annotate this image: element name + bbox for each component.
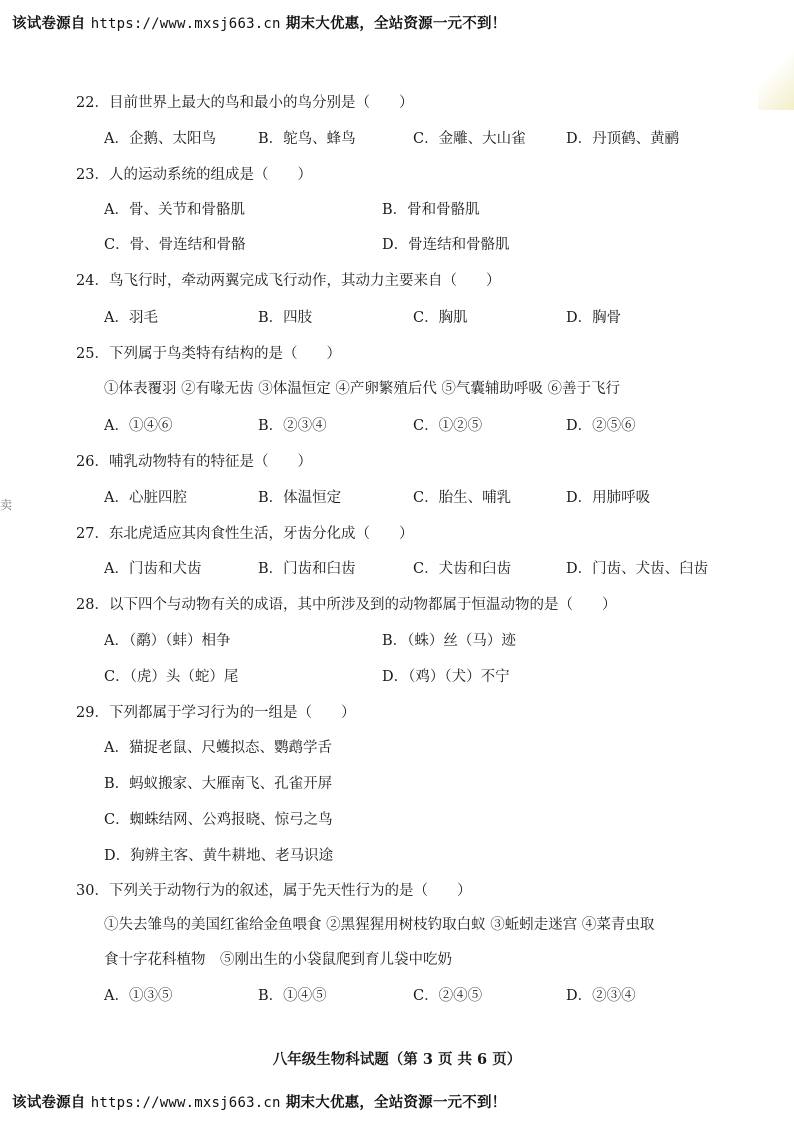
q28-option-d: D．（鸡）（犬）不宁 <box>382 669 510 685</box>
q30-statements-line-2: 食十字花科植物 ⑤刚出生的小袋鼠爬到育儿袋中吃奶 <box>104 952 452 968</box>
q23-option-b: B．骨和骨骼肌 <box>382 202 480 218</box>
q24-option-c: C．胸肌 <box>413 310 468 326</box>
q25-option-a: A．①④⑥ <box>104 418 173 434</box>
q27-option-d: D．门齿、犬齿、臼齿 <box>566 561 709 577</box>
q27-option-c: C．犬齿和臼齿 <box>413 561 512 577</box>
top-banner <box>12 12 506 33</box>
q30-option-c: C．②④⑤ <box>413 988 483 1004</box>
question-23-stem: 23．人的运动系统的组成是（ ） <box>76 167 312 183</box>
banner-url-link[interactable]: https://www.mxsj663.cn <box>90 1095 281 1111</box>
q30-option-b: B．①④⑤ <box>258 988 327 1004</box>
q26-option-a: A．心脏四腔 <box>104 490 187 506</box>
q28-option-c: C．（虎）头（蛇）尾 <box>104 669 239 685</box>
q22-option-b: B．鸵鸟、蜂鸟 <box>258 131 356 147</box>
question-25-stem: 25．下列属于鸟类特有结构的是（ ） <box>76 346 341 362</box>
q26-option-d: D．用肺呼吸 <box>566 490 651 506</box>
q22-option-c: C．金雕、大山雀 <box>413 131 526 147</box>
q23-option-a: A．骨、关节和骨骼肌 <box>104 202 245 218</box>
q28-option-a: A．（鹬）（蚌）相争 <box>104 633 231 649</box>
question-30-stem: 30．下列关于动物行为的叙述，属于先天性行为的是（ ） <box>76 883 472 899</box>
banner-prefix: 该试卷源自 <box>12 15 86 32</box>
banner-suffix: 期末大优惠，全站资源一元不到！ <box>285 15 507 32</box>
q29-option-c: C．蜘蛛结网、公鸡报晓、惊弓之鸟 <box>104 812 333 828</box>
q24-option-b: B．四肢 <box>258 310 313 326</box>
banner-suffix: 期末大优惠，全站资源一元不到！ <box>285 1094 507 1111</box>
q30-option-d: D．②③④ <box>566 988 636 1004</box>
question-29-stem: 29．下列都属于学习行为的一组是（ ） <box>76 705 356 721</box>
q26-option-c: C．胎生、哺乳 <box>413 490 512 506</box>
q22-option-a: A．企鹅、太阳鸟 <box>104 131 216 147</box>
q25-statements: ①体表覆羽 ②有喙无齿 ③体温恒定 ④产卵繁殖后代 ⑤气囊辅助呼吸 ⑥善于飞行 <box>104 381 621 397</box>
question-27-stem: 27．东北虎适应其肉食性生活，牙齿分化成（ ） <box>76 526 414 542</box>
q30-option-a: A．①③⑤ <box>104 988 173 1004</box>
q25-option-c: C．①②⑤ <box>413 418 483 434</box>
q22-option-d: D．丹顶鹤、黄鹂 <box>566 131 680 147</box>
q24-option-d: D．胸骨 <box>566 310 622 326</box>
q27-option-a: A．门齿和犬齿 <box>104 561 202 577</box>
q30-statements-line-1: ①失去雏鸟的美国红雀给金鱼喂食 ②黑猩猩用树枝钓取白蚁 ③蚯蚓走迷宫 ④菜青虫取 <box>104 917 655 933</box>
q26-option-b: B．体温恒定 <box>258 490 342 506</box>
page-footer: 八年级生物科试题（第 3 页 共 6 页） <box>272 1051 522 1068</box>
bottom-banner <box>12 1091 506 1112</box>
q25-option-d: D．②⑤⑥ <box>566 418 636 434</box>
question-26-stem: 26．哺乳动物特有的特征是（ ） <box>76 454 312 470</box>
binding-edge-mark: 卖 <box>0 498 13 512</box>
q23-option-d: D．骨连结和骨骼肌 <box>382 237 510 253</box>
question-28-stem: 28．以下四个与动物有关的成语，其中所涉及到的动物都属于恒温动物的是（ ） <box>76 597 617 613</box>
q29-option-a: A．猫捉老鼠、尺蠖拟态、鹦鹉学舌 <box>104 740 332 756</box>
question-24-stem: 24．鸟飞行时，牵动两翼完成飞行动作，其动力主要来自（ ） <box>76 273 501 289</box>
scan-corner-shadow <box>758 40 794 110</box>
q27-option-b: B．门齿和臼齿 <box>258 561 356 577</box>
question-22-stem: 22．目前世界上最大的鸟和最小的鸟分别是（ ） <box>76 95 414 111</box>
q29-option-d: D．狗辨主客、黄牛耕地、老马识途 <box>104 848 334 864</box>
q24-option-a: A．羽毛 <box>104 310 158 326</box>
q23-option-c: C．骨、骨连结和骨骼 <box>104 237 246 253</box>
q25-option-b: B．②③④ <box>258 418 327 434</box>
q29-option-b: B．蚂蚁搬家、大雁南飞、孔雀开屏 <box>104 776 333 792</box>
q28-option-b: B．（蛛）丝（马）迹 <box>382 633 516 649</box>
banner-url-link[interactable]: https://www.mxsj663.cn <box>90 16 281 32</box>
banner-prefix: 该试卷源自 <box>12 1094 86 1111</box>
